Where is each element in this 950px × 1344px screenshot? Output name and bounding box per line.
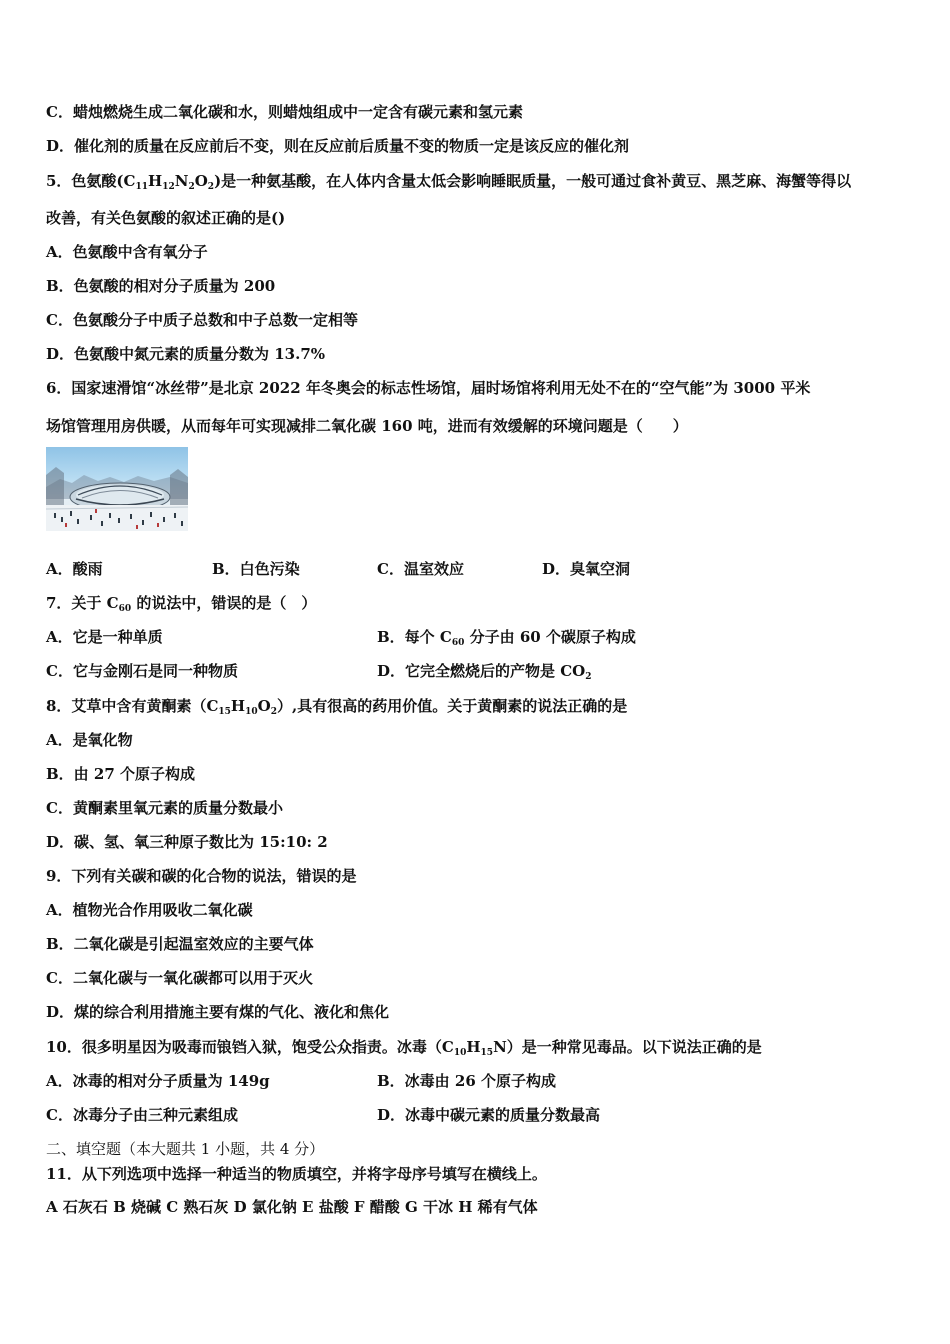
q7-option-d: D．它完全燃烧后的产物是 $CO_2$ (377, 662, 592, 682)
q10-option-c: C．冰毒分子由三种元素组成 (46, 1106, 238, 1124)
q11-options: A 石灰石 B 烧碱 C 熟石灰 D 氯化钠 E 盐酸 F 醋酸 G 干冰 H 稀有气体 (46, 1198, 538, 1216)
q9-option-d: D．煤的综合利用措施主要有煤的气化、液化和焦化 (46, 1003, 390, 1021)
q6-option-a: A．酸雨 (46, 560, 103, 578)
q8-option-b: B．由 27 个原子构成 (46, 765, 195, 783)
section-2-heading: 二、填空题（本大题共 1 小题，共 4 分） (46, 1140, 325, 1158)
q5-stem-line2: 改善，有关色氨酸的叙述正确的是() (46, 209, 286, 227)
q11-stem: 11．从下列选项中选择一种适当的物质填空，并将字母序号填写在横线上。 (46, 1165, 547, 1183)
q4-option-d: D．催化剂的质量在反应前后不变，则在反应前后质量不变的物质一定是该反应的催化剂 (46, 137, 630, 155)
q7-option-b: B．每个 $C_{60}$ 分子由 60 个碳原子构成 (377, 628, 636, 648)
q5-option-a: A．色氨酸中含有氧分子 (46, 243, 208, 261)
q5-option-b: B．色氨酸的相对分子质量为 200 (46, 277, 276, 295)
stadium-illustration (46, 447, 188, 531)
q6-option-b: B．白色污染 (212, 560, 300, 578)
q5-stem: 5．色氨酸$(C_{11}H_{12}N_2O_2)$是一种氨基酸，在人体内含量太低会影响睡眠质量，一般可通过食补黄豆、黑芝麻、海蟹等得以 (46, 172, 852, 192)
q10-option-a: A．冰毒的相对分子质量为 149g (46, 1072, 270, 1090)
q10-option-b: B．冰毒由 26 个原子构成 (377, 1072, 556, 1090)
q6-stem-line2: 场馆管理用房供暖，从而每年可实现减排二氧化碳 160 吨，进而有效缓解的环境问题是（ ） (46, 417, 688, 435)
q6-option-d: D．臭氧空洞 (542, 560, 631, 578)
q4-option-c: C．蜡烛燃烧生成二氧化碳和水，则蜡烛组成中一定含有碳元素和氢元素 (46, 103, 523, 121)
q10-stem: 10．很多明星因为吸毒而锒铛入狱，饱受公众指责。冰毒$(C_{10}H_{15}N)$是一种常见毒品。以下说法正确的是 (46, 1038, 762, 1058)
q8-stem: 8．艾草中含有黄酮素$(C_{15}H_{10}O_2)$,具有很高的药用价值。关于黄酮素的说法正确的是 (46, 697, 628, 717)
q5-option-d: D．色氨酸中氮元素的质量分数为 13.7% (46, 345, 326, 363)
q6-option-c: C．温室效应 (377, 560, 464, 578)
q9-option-b: B．二氧化碳是引起温室效应的主要气体 (46, 935, 314, 953)
q6-stem: 6．国家速滑馆“冰丝带”是北京 2022 年冬奥会的标志性场馆，届时场馆将利用无处不在的“空气能”为 3000 平米 (46, 379, 811, 397)
q8-option-d: D．碳、氢、氧三种原子数比为 15:10: 2 (46, 833, 328, 851)
q7-option-c: C．它与金刚石是同一种物质 (46, 662, 238, 680)
q5-option-c: C．色氨酸分子中质子总数和中子总数一定相等 (46, 311, 358, 329)
speed-skating-oval-photo (46, 447, 188, 531)
q10-option-d: D．冰毒中碳元素的质量分数最高 (377, 1106, 601, 1124)
q9-stem: 9．下列有关碳和碳的化合物的说法，错误的是 (46, 867, 357, 885)
q9-option-c: C．二氧化碳与一氧化碳都可以用于灭火 (46, 969, 313, 987)
q7-option-a: A．它是一种单质 (46, 628, 163, 646)
q7-stem: 7．关于 $C_{60}$ 的说法中，错误的是（ ） (46, 594, 317, 614)
q8-option-c: C．黄酮素里氧元素的质量分数最小 (46, 799, 283, 817)
q9-option-a: A．植物光合作用吸收二氧化碳 (46, 901, 253, 919)
q8-option-a: A．是氧化物 (46, 731, 133, 749)
